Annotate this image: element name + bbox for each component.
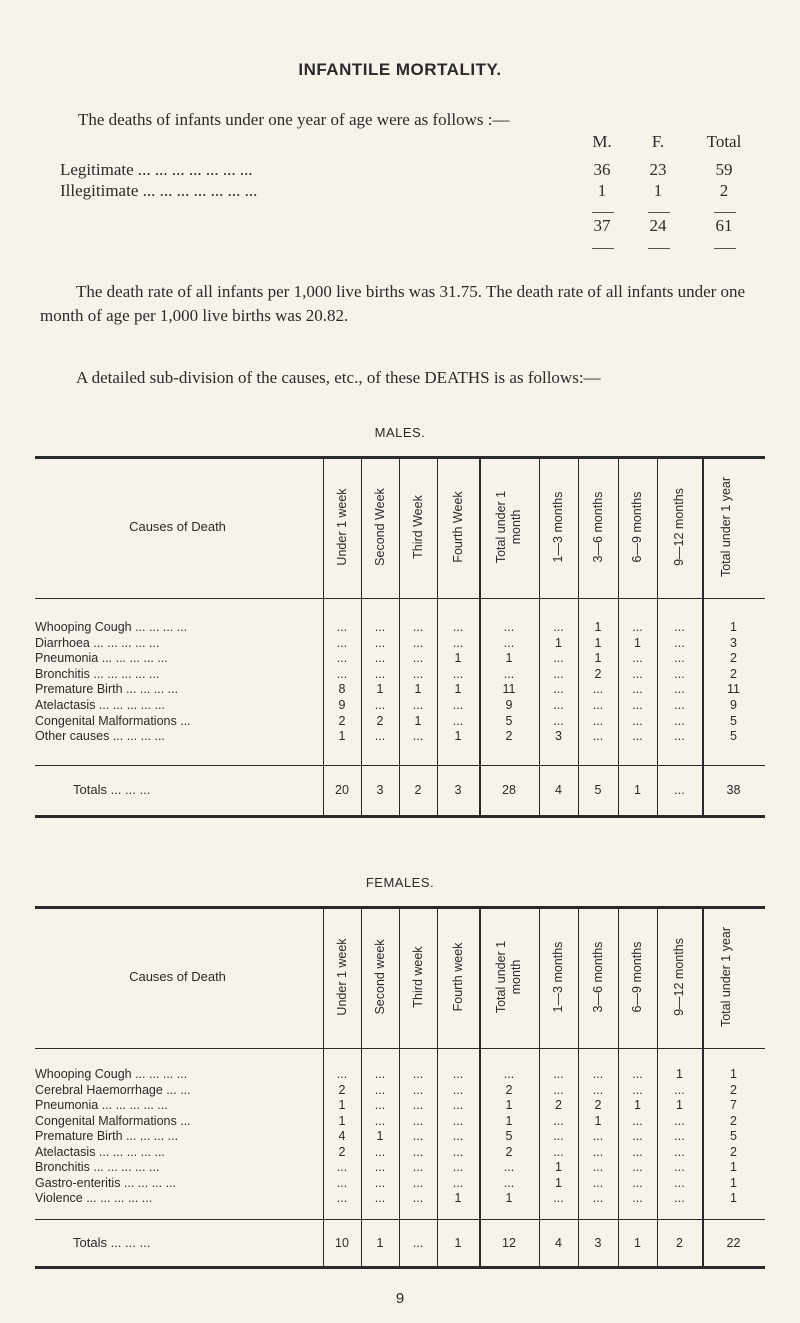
table-cell: ...	[374, 698, 386, 712]
table-row-label: Other causes ... ... ... ...	[35, 729, 165, 744]
column-header: 6—9 months	[630, 941, 644, 1013]
table-row-label: Diarrhoea ... ... ... ... ...	[35, 635, 160, 650]
table-cell: ...	[412, 1191, 424, 1205]
totals-cell: 22	[726, 1235, 741, 1250]
table-cell: ...	[412, 666, 424, 681]
causes-header: Causes of Death	[129, 969, 226, 984]
table-cell: 11	[502, 682, 516, 697]
table-cell: ...	[412, 1082, 424, 1097]
table-cell: 1	[730, 1175, 737, 1190]
table-cell: 9	[505, 698, 513, 712]
table-cell: ...	[674, 698, 685, 712]
page-title: INFANTILE MORTALITY.	[298, 60, 502, 79]
table-cell: ...	[674, 1082, 685, 1097]
subdivision-paragraph: A detailed sub-division of the causes, etc., of these DEATHS is as follows:—	[76, 368, 601, 387]
table-cell: 1	[730, 1160, 737, 1174]
table-cell: 2	[730, 1082, 737, 1097]
table-cell: ...	[553, 1144, 564, 1159]
table-cell: ...	[674, 651, 685, 666]
intro-text: The deaths of infants under one year of age were as follows :—	[78, 110, 510, 129]
table-cell: ...	[592, 713, 604, 728]
totals-label: Totals ... ... ...	[73, 782, 151, 797]
table-cell: ...	[374, 1160, 386, 1174]
table-row-label: Premature Birth ... ... ... ...	[35, 682, 179, 697]
table-cell: ...	[553, 620, 564, 634]
table-cell: 2	[730, 651, 737, 666]
table-cell: 2	[555, 1098, 562, 1112]
table-cell: ...	[452, 666, 464, 681]
table-cell: 1	[338, 729, 346, 744]
table-row-label: Cerebral Haemorrhage ... ...	[35, 1082, 191, 1097]
table-cell: ...	[503, 635, 515, 650]
totals-cell: 38	[726, 783, 741, 797]
table-cell: ...	[374, 1098, 386, 1112]
totals-cell: 2	[676, 1235, 683, 1250]
column-header: Second Week	[372, 488, 387, 566]
table-cell: 2	[376, 713, 384, 728]
column-header: 3—6 months	[590, 491, 605, 563]
table-cell: ...	[412, 1175, 424, 1190]
table-row-label: Whooping Cough ... ... ... ...	[35, 620, 188, 634]
summary-rule	[648, 248, 670, 249]
table-cell: 1	[338, 1098, 346, 1112]
table-cell: ...	[336, 1067, 348, 1081]
table-cell: ...	[674, 635, 685, 650]
table-cell: ...	[412, 1160, 424, 1174]
column-header: Total under 1 year	[718, 926, 733, 1028]
totals-cell: 1	[634, 783, 641, 797]
totals-cell: 1	[376, 1235, 384, 1250]
table-cell: ...	[674, 1175, 685, 1190]
table-cell: ...	[452, 1113, 464, 1128]
table-cell: 1	[555, 635, 562, 650]
table-cell: 3	[555, 729, 562, 744]
table-cell: ...	[412, 620, 424, 634]
table-cell: 1	[414, 682, 422, 697]
table-cell: 2	[594, 1098, 602, 1112]
table-cell: 1	[594, 1113, 602, 1128]
table-cell: 1	[555, 1175, 562, 1190]
table-cell: 2	[505, 1082, 513, 1097]
table-cell: ...	[592, 729, 604, 744]
table-cell: ...	[452, 1144, 464, 1159]
table-cell: ...	[374, 1067, 386, 1081]
table-cell: 1	[454, 651, 462, 666]
table-cell: ...	[374, 1082, 386, 1097]
table-cell: ...	[553, 1129, 564, 1143]
column-header: Third week	[410, 946, 425, 1008]
table-cell: 1	[594, 620, 602, 634]
table-cell: ...	[503, 666, 515, 681]
summary-rule	[714, 212, 736, 213]
table-cell: 5	[505, 713, 513, 728]
table-cell: ...	[503, 1175, 515, 1190]
table-cell: ...	[553, 651, 564, 666]
table-cell: 2	[338, 1082, 346, 1097]
summary-rule	[592, 248, 614, 249]
table-cell: ...	[336, 651, 348, 666]
table-cell: ...	[674, 666, 685, 681]
summary-total-cell: 24	[649, 216, 667, 235]
table-bottom-rule	[35, 815, 765, 818]
table-cell: 1	[338, 1113, 346, 1128]
table-cell: ...	[632, 1082, 643, 1097]
table-cell: 9	[338, 698, 346, 712]
table-cell: ...	[592, 1144, 604, 1159]
table-cell: ...	[452, 1175, 464, 1190]
table-cell: 2	[594, 666, 602, 681]
table-cell: ...	[452, 713, 464, 728]
table-cell: ...	[632, 620, 643, 634]
summary-cell: 1	[653, 181, 663, 200]
summary-rule	[648, 212, 670, 213]
totals-cell: 20	[335, 783, 349, 797]
table-row-label: Pneumonia ... ... ... ... ...	[35, 651, 168, 666]
table-cell: 2	[505, 1144, 513, 1159]
column-header: 1—3 months	[551, 491, 565, 563]
table-cell: ...	[632, 729, 643, 744]
column-header: Fourth week	[450, 942, 465, 1012]
table-cell: ...	[592, 1082, 604, 1097]
table-row-label: Atelactasis ... ... ... ... ...	[35, 1144, 165, 1159]
table-row-label: Pneumonia ... ... ... ... ...	[35, 1098, 168, 1112]
column-header: 3—6 months	[590, 941, 605, 1013]
table-cell: ...	[503, 1160, 515, 1174]
table-cell: 1	[505, 1113, 513, 1128]
table-cell: ...	[553, 713, 564, 728]
table-cell: ...	[553, 1113, 564, 1128]
summary-row-label: Illegitimate ... ... ... ... ... ... ...	[60, 181, 258, 200]
column-header: 6—9 months	[630, 491, 644, 563]
table-cell: ...	[632, 651, 643, 666]
table-cell: ...	[592, 1191, 604, 1205]
table-cell: ...	[674, 1113, 685, 1128]
table-cell: ...	[374, 620, 386, 634]
summary-cell: 23	[649, 160, 667, 179]
table-cell: ...	[553, 698, 564, 712]
table-cell: ...	[412, 635, 424, 650]
table-cell: ...	[452, 1082, 464, 1097]
table-cell: ...	[674, 729, 685, 744]
table-cell: ...	[674, 1191, 685, 1205]
table-cell: ...	[412, 651, 424, 666]
table-cell: 1	[730, 1191, 737, 1205]
table-cell: 3	[730, 635, 737, 650]
females-table	[35, 906, 765, 1269]
death-rate-paragraph: The death rate of all infants per 1,000 live births was 31.75. The death rate of all infants under one month of age per 1,000 live births was 20.82.	[40, 282, 746, 325]
table-cell: ...	[452, 635, 464, 650]
table-cell: ...	[632, 666, 643, 681]
table-cell: 5	[505, 1129, 513, 1143]
totals-cell: 10	[335, 1235, 349, 1250]
totals-cell: 3	[376, 783, 384, 797]
table-cell: 7	[730, 1098, 737, 1112]
table-cell: ...	[592, 682, 604, 697]
table-cell: 1	[505, 1191, 513, 1205]
table-cell: ...	[412, 1098, 424, 1112]
summary-total-cell: 37	[593, 216, 611, 235]
table-cell: ...	[336, 1175, 348, 1190]
totals-cell: 5	[594, 783, 602, 797]
column-header: 1—3 months	[551, 941, 565, 1013]
table-cell: ...	[632, 1113, 643, 1128]
table-cell: ...	[374, 1144, 386, 1159]
table-cell: 1	[730, 620, 737, 634]
table-cell: 5	[730, 713, 737, 728]
table-cell: ...	[374, 635, 386, 650]
table-cell: ...	[336, 620, 348, 634]
table-cell: 1	[505, 651, 513, 666]
table-cell: ...	[374, 1113, 386, 1128]
totals-label: Totals ... ... ...	[73, 1234, 151, 1250]
table-cell: 11	[727, 682, 740, 697]
table-cell: 1	[414, 713, 422, 728]
causes-header: Causes of Death	[129, 519, 226, 534]
table-cell: 1	[376, 1129, 384, 1143]
table-cell: ...	[452, 1160, 464, 1174]
table-cell: 1	[454, 729, 462, 744]
table-cell: 1	[505, 1098, 513, 1112]
table-cell: ...	[674, 1144, 685, 1159]
table-totals-rule	[35, 1219, 765, 1220]
table-cell: ...	[374, 729, 386, 744]
table-cell: ...	[374, 1175, 386, 1190]
table-cell: 2	[338, 713, 346, 728]
table-cell: ...	[674, 1129, 685, 1143]
table-row-label: Congenital Malformations ...	[35, 1113, 191, 1128]
table-cell: 1	[594, 635, 602, 650]
table-cell: ...	[452, 620, 464, 634]
totals-cell: 4	[555, 1235, 562, 1250]
table-cell: ...	[632, 1191, 643, 1205]
table-cell: ...	[412, 1113, 424, 1128]
totals-cell: ...	[674, 783, 685, 797]
table-cell: ...	[452, 1098, 464, 1112]
table-cell: ...	[674, 1160, 685, 1174]
totals-cell: 1	[454, 1235, 462, 1250]
totals-cell: 3	[454, 783, 462, 797]
table-cell: 2	[505, 729, 513, 744]
table-cell: 1	[454, 1191, 462, 1205]
table-cell: 5	[730, 729, 737, 744]
table-cell: ...	[632, 1175, 643, 1190]
table-cell: ...	[336, 1160, 348, 1174]
summary-cell: 1	[597, 181, 607, 200]
table-cell: ...	[632, 1144, 643, 1159]
table-row-label: Premature Birth ... ... ... ...	[35, 1129, 179, 1143]
summary-header-m: M.	[592, 132, 612, 151]
table-row-label: Whooping Cough ... ... ... ...	[35, 1067, 188, 1081]
table-top-rule	[35, 456, 765, 459]
table-cell: 1	[634, 635, 641, 650]
totals-cell: 28	[502, 783, 516, 797]
table-bottom-rule	[35, 1266, 765, 1269]
table-cell: 1	[676, 1067, 683, 1081]
summary-cell: 59	[715, 160, 733, 179]
table-cell: ...	[632, 682, 643, 697]
column-header: Third Week	[410, 495, 425, 559]
summary-cell: 2	[719, 181, 729, 200]
table-top-rule	[35, 906, 765, 909]
summary-rule	[714, 248, 736, 249]
table-cell: ...	[503, 1067, 515, 1081]
column-header: Second week	[372, 939, 387, 1015]
column-header: Under 1 week	[334, 488, 349, 566]
table-totals-rule	[35, 765, 765, 766]
table-cell: ...	[553, 1067, 564, 1081]
table-cell: 1	[676, 1098, 683, 1112]
column-header: Total under 1 month	[494, 940, 523, 1014]
table-cell: ...	[553, 1082, 564, 1097]
table-row-label: Atelactasis ... ... ... ... ...	[35, 698, 165, 712]
table-cell: 1	[454, 682, 462, 697]
totals-cell: 1	[634, 1235, 641, 1250]
table-header-rule	[35, 598, 765, 599]
table-row-label: Congenital Malformations ...	[35, 713, 191, 728]
summary-header-f: F.	[651, 132, 665, 151]
table-cell: ...	[336, 635, 348, 650]
table-cell: ...	[553, 1191, 564, 1205]
totals-cell: ...	[412, 1235, 424, 1250]
summary-cell: 36	[593, 160, 611, 179]
table-cell: 1	[555, 1160, 562, 1174]
page-number: 9	[395, 1290, 405, 1307]
table-cell: ...	[336, 1191, 348, 1205]
table-cell: 2	[730, 666, 737, 681]
totals-cell: 2	[414, 783, 422, 797]
table-cell: ...	[553, 666, 564, 681]
males-heading: MALES.	[374, 425, 426, 440]
table-cell: ...	[674, 682, 685, 697]
table-cell: ...	[374, 651, 386, 666]
column-header: 9—12 months	[672, 488, 686, 566]
column-header: 9—12 months	[672, 938, 686, 1016]
table-cell: ...	[592, 1160, 604, 1174]
table-cell: ...	[592, 1067, 604, 1081]
table-cell: 1	[730, 1067, 737, 1081]
column-header: Fourth Week	[450, 491, 465, 563]
males-table	[35, 456, 765, 818]
table-cell: ...	[632, 1129, 643, 1143]
table-cell: 4	[338, 1129, 346, 1143]
table-cell: ...	[674, 620, 685, 634]
table-cell: 8	[338, 682, 346, 697]
totals-cell: 12	[502, 1235, 516, 1250]
table-cell: ...	[452, 1067, 464, 1081]
table-row-label: Bronchitis ... ... ... ... ...	[35, 666, 160, 681]
table-cell: ...	[553, 682, 564, 697]
totals-cell: 4	[555, 783, 562, 797]
table-cell: 2	[338, 1144, 346, 1159]
table-cell: ...	[412, 1144, 424, 1159]
column-header: Under 1 week	[334, 938, 349, 1016]
table-cell: ...	[592, 698, 604, 712]
table-cell: ...	[592, 1175, 604, 1190]
summary-header-total: Total	[706, 132, 742, 151]
table-cell: ...	[632, 1160, 643, 1174]
summary-row-label: Legitimate ... ... ... ... ... ... ...	[60, 160, 253, 179]
summary-total-cell: 61	[715, 216, 733, 235]
table-cell: 5	[730, 1129, 737, 1143]
table-cell: ...	[336, 666, 348, 681]
table-cell: ...	[412, 698, 424, 712]
table-cell: ...	[412, 729, 424, 744]
table-cell: ...	[452, 698, 464, 712]
table-cell: ...	[412, 1067, 424, 1081]
totals-cell: 3	[594, 1235, 602, 1250]
table-cell: ...	[592, 1129, 604, 1143]
table-cell: ...	[412, 1129, 424, 1143]
table-cell: ...	[632, 698, 643, 712]
table-cell: ...	[374, 1191, 386, 1205]
column-header: Total under 1 month	[494, 490, 523, 564]
table-cell: 1	[594, 651, 602, 666]
summary-rule	[592, 212, 614, 213]
column-header: Total under 1 year	[718, 476, 733, 578]
table-cell: 2	[730, 1144, 737, 1159]
table-cell: ...	[632, 713, 643, 728]
females-heading: FEMALES.	[365, 875, 435, 890]
table-cell: 1	[634, 1098, 641, 1112]
table-cell: ...	[674, 713, 685, 728]
table-cell: ...	[452, 1129, 464, 1143]
table-cell: ...	[632, 1067, 643, 1081]
table-header-rule	[35, 1048, 765, 1049]
table-cell: 9	[730, 698, 737, 712]
table-row-label: Violence ... ... ... ... ...	[35, 1191, 153, 1205]
table-cell: 1	[376, 682, 384, 697]
table-row-label: Bronchitis ... ... ... ... ...	[35, 1160, 160, 1174]
table-row-label: Gastro-enteritis ... ... ... ...	[35, 1175, 177, 1190]
table-cell: ...	[374, 666, 386, 681]
table-cell: 2	[730, 1113, 737, 1128]
table-cell: ...	[503, 620, 515, 634]
